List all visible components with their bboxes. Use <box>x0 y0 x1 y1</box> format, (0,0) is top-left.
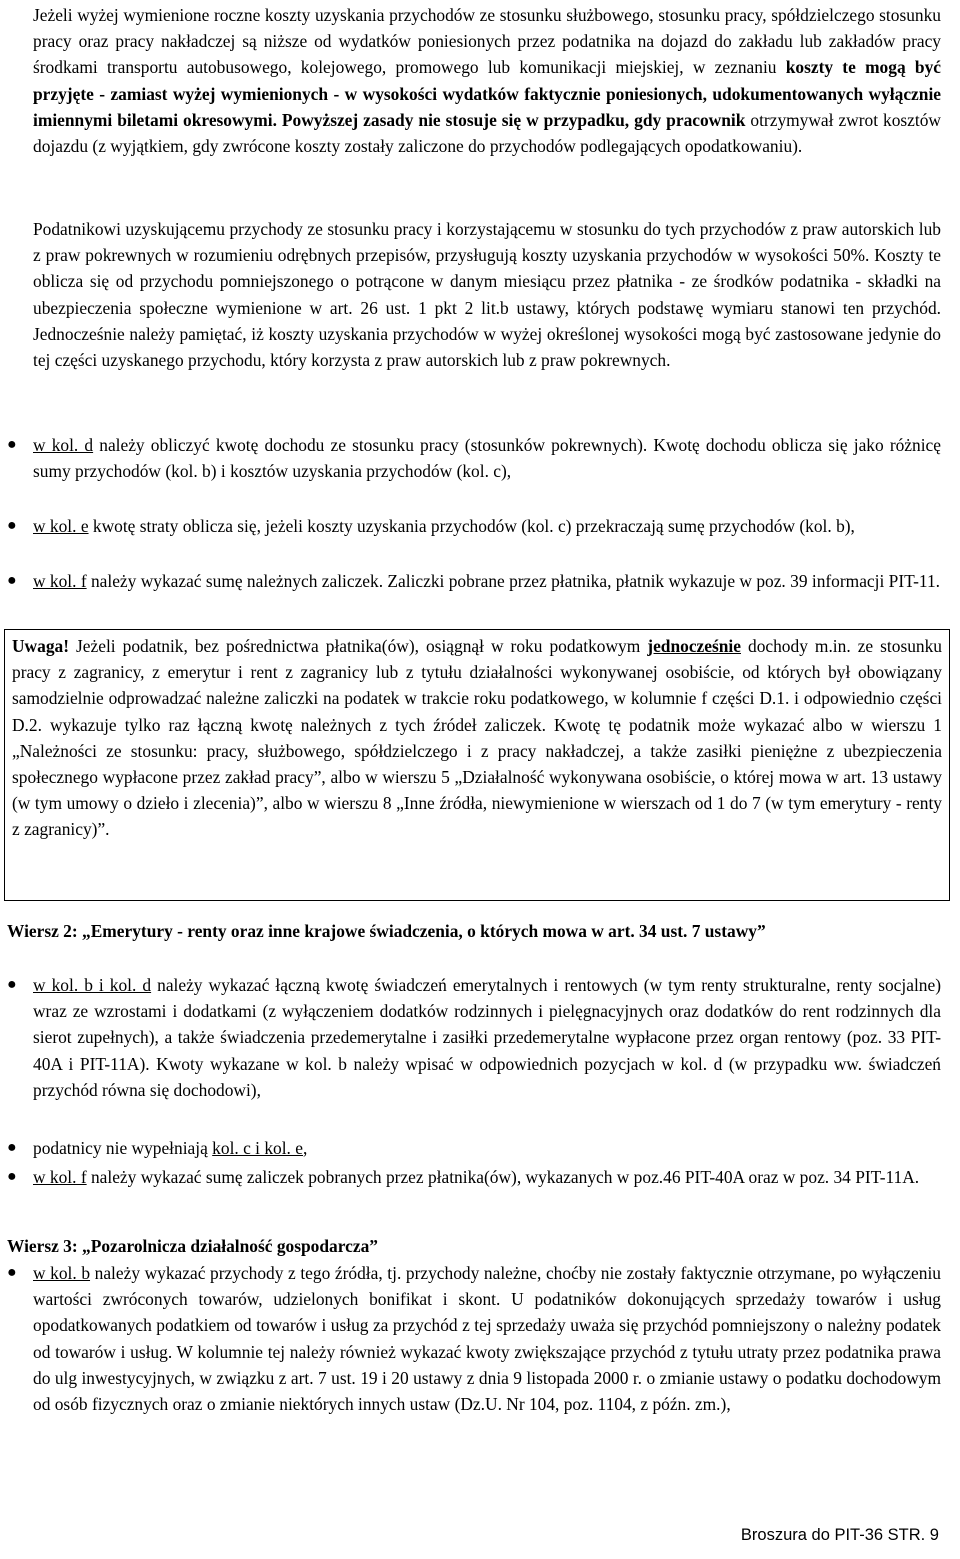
bullet-icon: ● <box>7 436 17 453</box>
row3-heading: Wiersz 3: „Pozarolnicza działalność gospodarcza” <box>7 1236 378 1256</box>
column-ref: w kol. b i kol. d <box>33 975 152 995</box>
columns-list-row2 <box>7 972 941 1190</box>
list-item-text: należy wykazać sumę należnych zaliczek. Zaliczki pobrane przez płatnika, płatnik wykazuje w poz. 39 informacji PIT-11. <box>86 571 941 591</box>
bullet-icon: ● <box>7 517 17 534</box>
notice-box <box>4 629 950 901</box>
column-ref: w kol. f <box>33 571 87 591</box>
list-item <box>7 432 941 513</box>
list-item <box>7 1135 941 1164</box>
bullet-icon: ● <box>7 976 17 993</box>
text-run: Jeżeli podatnik, bez pośrednictwa płatnika(ów), osiągnął w roku podatkowym <box>69 636 648 656</box>
intro-paragraph-commute <box>33 2 941 159</box>
list-item-text: należy obliczyć kwotę dochodu ze stosunku pracy (stosunków pokrewnych). Kwotę dochodu oblicza się jako różnicę sumy przychodów (kol. b) i kosztów uzyskania przychodów (kol. c), <box>33 435 941 482</box>
intro-paragraph-copyright: Podatnikowi uzyskującemu przychody ze stosunku pracy i korzystającemu w stosunku do tych przychodów z praw autorskich lub z praw pokrewnych w rozumieniu odrębnych przepisów, przysługują koszty uzyskania przychodów w wysokości 50%. Koszty te oblicza się od przychodu pomniejszonego o potrącone w danym miesiącu przez płatnika - ze środków podatnika - składki na ubezpieczenia społeczne wymienione w art. 26 ust. 1 pkt 2 lit.b ustawy, których podstawę wymiaru stanowi ten przychód. Jednocześnie należy pamiętać, iż koszty uzyskania przychodów w wyżej określonej wysokości mogą być zastosowane jedynie do tej części uzyskanego przychodu, który korzysta z praw autorskich lub z praw pokrewnych. <box>33 219 941 371</box>
column-ref: w kol. d <box>33 435 94 455</box>
text-run: Jeżeli wyżej wymienione roczne koszty uzyskania przychodów ze stosunku służbowego, stosunku pracy, spółdzielczego stosunku pracy oraz pracy nakładczej są niższe od wydatków poniesionych przez podatnika na dojazd do zakładu lub zakładów pracy środkami transportu autobusowego, kolejowego, promowego lub komunikacji miejskiej, w zeznaniu <box>33 5 941 78</box>
list-item <box>7 513 941 568</box>
text-run: otrzymywał zwrot kosztów dojazdu (z wyjątkiem, gdy zwrócone koszty zostały zaliczone do przychodów podlegających opodatkowaniu). <box>33 109 941 157</box>
emphasis-text: jednocześnie <box>647 636 741 656</box>
row2-heading: Wiersz 2: „Emerytury - renty oraz inne krajowe świadczenia, o których mowa w art. 34 ust. 7 ustawy” <box>7 921 766 941</box>
text-run: podatnicy nie wypełniają <box>33 1138 213 1158</box>
column-ref: w kol. f <box>33 1167 87 1187</box>
page-footer: Broszura do PIT-36 STR. 9 <box>740 1526 939 1544</box>
list-item <box>7 972 941 1135</box>
list-item-text: należy wykazać łączną kwotę świadczeń emerytalnych i rentowych (w tym renty strukturalne, renty socjalne) wraz ze wzrostami i dodatkami (z wyłączeniem dodatków rodzinnych i pielęgnacyjnych oraz dodatków do rent rodzinnych dla sierot zupełnych), a także świadczenia przedemerytalne i zasiłki przedemerytalne wypłacone przez organ rentowy (poz. 33 PIT-40A i PIT-11A). Kwoty wykazane w kol. b należy wpisać w odpowiednich pozycjach w kol. d (w przypadku ww. świadczeń przychód równa się dochodowi), <box>33 975 941 1100</box>
bullet-icon: ● <box>7 572 17 589</box>
emphasis-text: koszty te mogą być przyjęte - zamiast wyżej wymienionych - w wysokości wydatków faktycznie poniesionych, udokumentowanych wyłącznie imiennymi biletami okresowymi. <box>33 57 941 130</box>
text-run: , <box>302 1138 308 1158</box>
list-item <box>7 568 941 594</box>
column-ref: kol. c i kol. e <box>212 1138 303 1158</box>
columns-list-row3 <box>7 1260 941 1417</box>
bullet-icon: ● <box>7 1139 17 1156</box>
column-ref: w kol. b <box>33 1263 91 1283</box>
column-ref: w kol. e <box>33 516 89 536</box>
emphasis-text: Powyższej zasady nie stosuje się w przypadku, gdy pracownik <box>281 109 746 130</box>
list-item-text: kwotę straty oblicza się, jeżeli koszty uzyskania przychodów (kol. c) przekraczają sumę przychodów (kol. b), <box>88 516 855 536</box>
list-item <box>7 1260 941 1417</box>
bullet-icon: ● <box>7 1264 17 1281</box>
list-item <box>7 1164 941 1190</box>
list-item-text: należy wykazać przychody z tego źródła, tj. przychody należne, choćby nie zostały faktycznie otrzymane, po wyłączeniu wartości zwróconych towarów, udzielonych bonifikat i skont. U podatników dokonujących sprzedaży towarów i usług opodatkowanych podatkiem od towarów i usług za przychód z tej sprzedaży uważa się przychód pomniejszony o należny podatek od towarów i usług. W kolumnie tej należy również wykazać kwoty zwiększające przychód z tytułu utraty przez podatnika prawa do ulg inwestycyjnych, w związku z art. 7 ust. 19 i 20 ustawy z dnia 9 listopada 2000 r. o zmianie ustawy o podatku dochodowym od osób fizycznych oraz o zmianie niektórych innych ustaw (Dz.U. Nr 104, poz. 1104, z późn. zm.), <box>33 1263 941 1415</box>
notice-label: Uwaga! <box>12 636 69 656</box>
text-run: dochody m.in. ze stosunku pracy z zagranicy, z emerytur i rent z zagranicy lub z tytułu działalności wykonywanej osobiście, od których był obowiązany samodzielnie odprowadzać należne zaliczki na podatek w trakcie roku podatkowego, w kolumnie f części D.1. i odpowiednio części D.2. wykazuje tylko raz łączną kwotę należnych z tych źródeł zaliczek. Kwotę tę podatnik może wykazać albo w wierszu 1 „Należności ze stosunku: pracy, służbowego, spółdzielczego i z pracy nakładczej, a także zasiłki pieniężne z ubezpieczenia społecznego wypłacone przez zakład pracy”, albo w wierszu 5 „Działalność wykonywana osobiście, o której mowa w art. 13 ustawy (w tym umowy o dzieło i zlecenia)”, albo w wierszu 8 „Inne źródła, niewymienione w wierszach od 1 do 7 (w tym emerytury - renty z zagranicy)”. <box>12 636 942 840</box>
notice-text <box>12 633 942 843</box>
columns-list-row1 <box>7 432 941 594</box>
list-item-text: należy wykazać sumę zaliczek pobranych przez płatnika(ów), wykazanych w poz.46 PIT-40A oraz w poz. 34 PIT-11A. <box>86 1167 920 1187</box>
bullet-icon: ● <box>7 1168 17 1185</box>
